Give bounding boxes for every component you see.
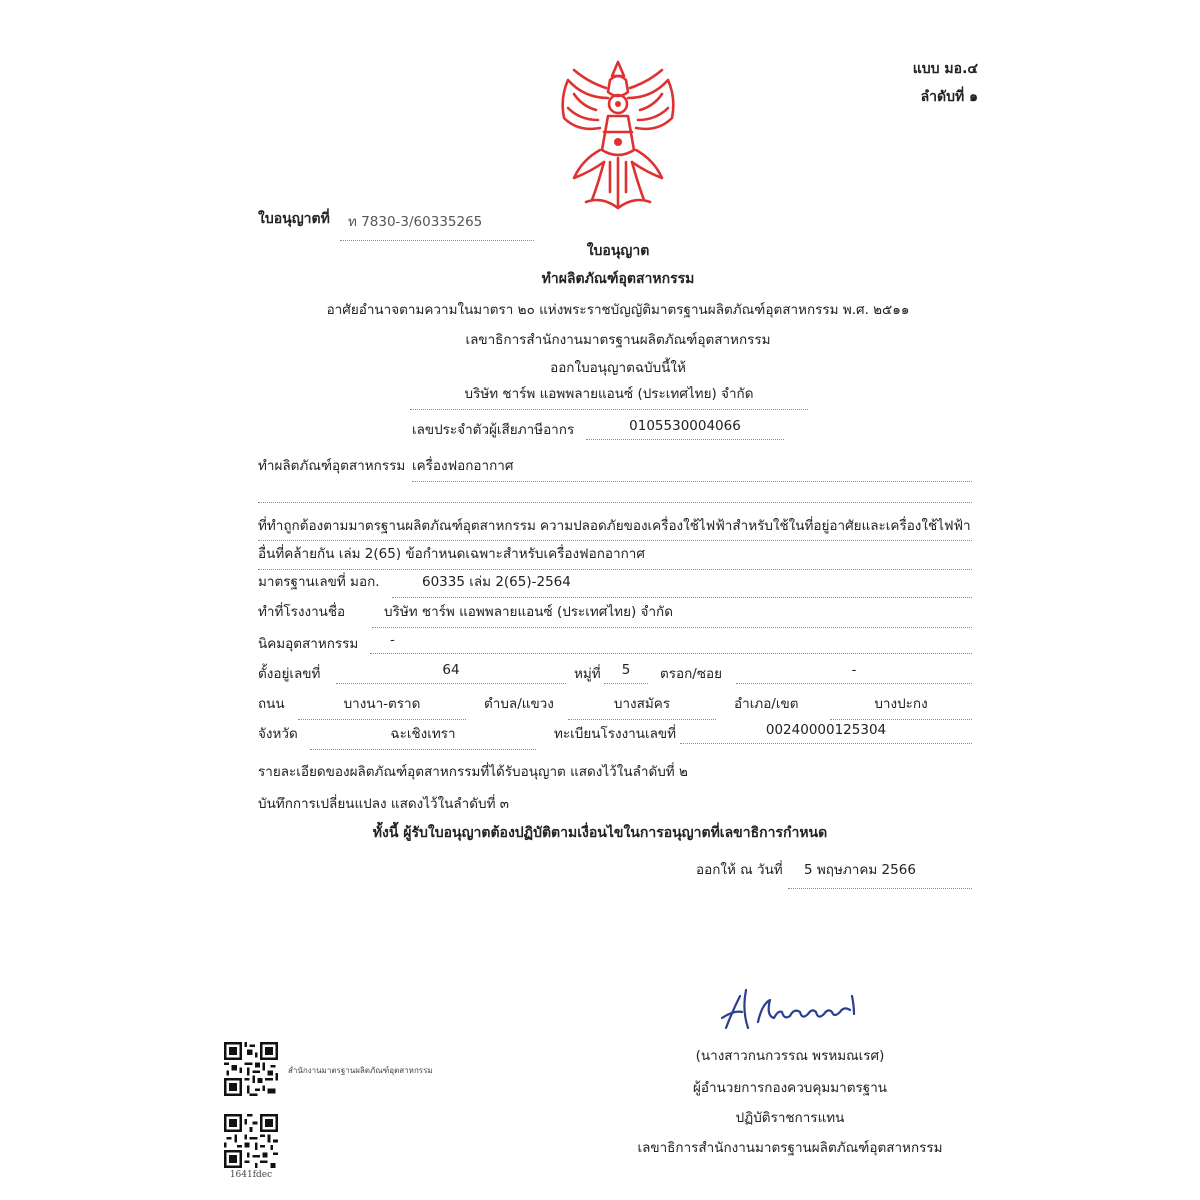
factory-registration-label: ทะเบียนโรงงานเลขที่ xyxy=(554,726,676,742)
standard-label: มาตรฐานเลขที่ มอก. xyxy=(258,574,380,590)
estate-label: นิคมอุตสาหกรรม xyxy=(258,636,359,652)
signatory-name: (นางสาวกนกวรรณ พรหมณเรศ) xyxy=(695,1048,885,1064)
district-value: บางปะกง xyxy=(830,692,972,720)
license-title: ใบอนุญาต xyxy=(586,243,650,259)
road-label: ถนน xyxy=(258,696,285,712)
estate-value: - xyxy=(370,632,972,654)
province-label: จังหวัด xyxy=(258,726,298,742)
district-label: อำเภอ/เขต xyxy=(734,696,799,712)
subdistrict-value: บางสมัคร xyxy=(568,692,716,720)
qr-caption: สำนักงานมาตรฐานผลิตภัณฑ์อุตสาหกรรม xyxy=(288,1066,433,1075)
conformity-value-line2: อื่นที่คล้ายกัน เล่ม 2(65) ข้อกำหนดเฉพาะสำหรับเครื่องฟอกอากาศ xyxy=(258,542,972,570)
address-number-value: 64 xyxy=(336,662,566,684)
moo-value: 5 xyxy=(604,662,648,684)
blank-dotted-line xyxy=(258,480,972,503)
license-condition: ทั้งนี้ ผู้รับใบอนุญาตต้องปฏิบัติตามเงื่อนไขในการอนุญาตที่เลขาธิการกำหนด xyxy=(372,825,828,841)
factory-label: ทำที่โรงงานชื่อ xyxy=(258,604,346,620)
province-value: ฉะเชิงเทรา xyxy=(310,722,536,750)
moo-label: หมู่ที่ xyxy=(574,666,601,682)
tax-id-value: 0105530004066 xyxy=(586,418,784,440)
address-number-label: ตั้งอยู่เลขที่ xyxy=(258,666,321,682)
signatory-position-1: ผู้อำนวยการกองควบคุมมาตรฐาน xyxy=(692,1080,888,1096)
issued-to-line: ออกใบอนุญาตฉบับนี้ให้ xyxy=(550,360,686,376)
product-detail-note: รายละเอียดของผลิตภัณฑ์อุตสาหกรรมที่ได้รับอนุญาต แสดงไว้ในลำดับที่ ๒ xyxy=(258,764,688,780)
signatory-position-3: เลขาธิการสำนักงานมาตรฐานผลิตภัณฑ์อุตสาหกรรม xyxy=(637,1140,943,1156)
soi-label: ตรอก/ซอย xyxy=(660,666,723,682)
signature-icon xyxy=(712,982,872,1034)
authority-clause: อาศัยอำนาจตามความในมาตรา ๒๐ แห่งพระราชบัญญัติมาตรฐานผลิตภัณฑ์อุตสาหกรรม พ.ศ. ๒๕๑๑ xyxy=(326,302,910,318)
product-value: เครื่องฟอกอากาศ xyxy=(412,454,972,482)
conformity-value-line1: ความปลอดภัยของเครื่องใช้ไฟฟ้าสำหรับใช้ในที่อยู่อาศัยและเครื่องใช้ไฟฟ้า xyxy=(540,518,971,534)
road-value: บางนา-ตราด xyxy=(298,692,466,720)
licensee-company: บริษัท ชาร์พ แอพพลายแอนซ์ (ประเทศไทย) จำกัด xyxy=(410,382,808,410)
issued-date-label: ออกให้ ณ วันที่ xyxy=(696,862,783,878)
tax-id-label: เลขประจำตัวผู้เสียภาษีอากร xyxy=(412,422,575,438)
form-code: แบบ มอ.๔ xyxy=(912,61,978,77)
change-record-note: บันทึกการเปลี่ยนแปลง แสดงไว้ในลำดับที่ ๓ xyxy=(258,796,509,812)
factory-value: บริษัท ชาร์พ แอพพลายแอนซ์ (ประเทศไทย) จำกัด xyxy=(372,600,972,628)
license-subtitle: ทำผลิตภัณฑ์อุตสาหกรรม xyxy=(541,271,695,287)
qr-code-icon[interactable] xyxy=(224,1042,278,1096)
soi-value: - xyxy=(736,662,972,684)
document-code: 1641fdec xyxy=(229,1170,273,1180)
standard-value: 60335 เล่ม 2(65)-2564 xyxy=(392,570,972,598)
garuda-emblem-icon xyxy=(538,58,698,218)
subdistrict-label: ตำบล/แขวง xyxy=(484,696,554,712)
signatory-position-2: ปฏิบัติราชการแทน xyxy=(735,1110,845,1126)
factory-registration-value: 00240000125304 xyxy=(680,722,972,744)
license-number-label: ใบอนุญาตที่ xyxy=(258,211,330,227)
issued-date-value: 5 พฤษภาคม 2566 xyxy=(788,858,972,889)
conformity-dotted-line1 xyxy=(258,532,972,541)
issuer-title: เลขาธิการสำนักงานมาตรฐานผลิตภัณฑ์อุตสาหกรรม xyxy=(465,332,771,348)
product-label: ทำผลิตภัณฑ์อุตสาหกรรม xyxy=(258,458,406,474)
conformity-label: ที่ทำถูกต้องตามมาตรฐานผลิตภัณฑ์อุตสาหกรรม xyxy=(258,518,536,534)
sequence-number: ลำดับที่ ๑ xyxy=(920,89,978,105)
license-number-value: ท 7830-3/60335265 xyxy=(340,210,534,241)
qr-code-icon[interactable] xyxy=(224,1114,278,1168)
